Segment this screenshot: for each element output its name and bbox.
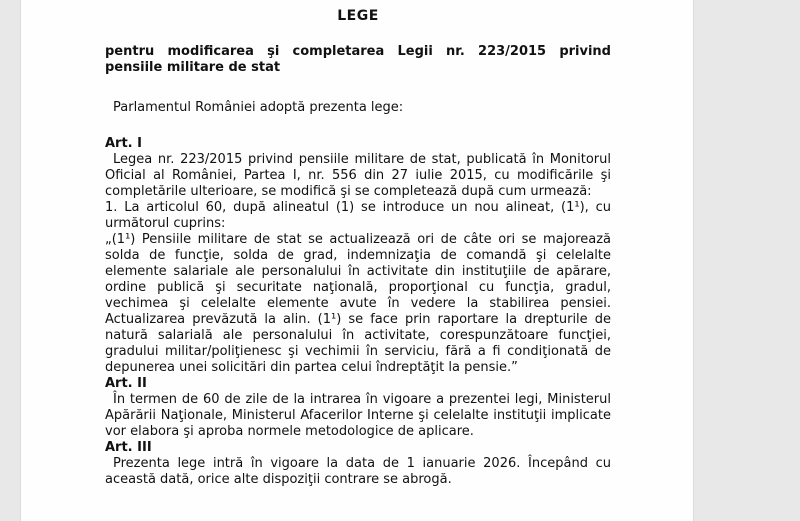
- article-1: [105, 136, 611, 376]
- article-1-paragraph-3: „(1¹) Pensiile militare de stat se actualizează ori de câte ori se majorează solda de funcţie, solda de grad, indemnizaţia de comandă şi celelalte elemente salariale ale personalului în activitate din instituţiile de apărare, ordine publică şi securitate naţională, proporţional cu funcţia, gradul, vechimea şi celelalte elemente avute în vedere la stabilirea pensiei. Actualizarea prevăzută la alin. (1¹) se face prin raportare la drepturile de natură salarială ale personalului în activitate, corespunzătoare funcţiei, gradului militar/poliţienesc şi vechimii în serviciu, fără a fi condiţionată de depunerea unei solicitări din partea celui îndreptăţit la pensie.”: [105, 232, 611, 375]
- preamble: Parlamentul României adoptă prezenta lege:: [113, 100, 404, 115]
- article-3-paragraph-1: Prezenta lege intră în vigoare la data de 1 ianuarie 2026. Începând cu această dată, orice alte dispoziţii contrare se abrogă.: [105, 456, 611, 487]
- article-2-heading: Art. II: [105, 376, 147, 391]
- article-3: [105, 440, 611, 488]
- document-page: [20, 0, 694, 521]
- document-content: [105, 0, 611, 488]
- article-1-heading: Art. I: [105, 136, 142, 151]
- article-3-heading: Art. III: [105, 440, 152, 455]
- article-2-paragraph-1: În termen de 60 de zile de la intrarea în vigoare a prezentei legi, Ministerul Apărării Naţionale, Ministerul Afacerilor Interne şi celelalte instituţii implicate vor elabora şi aproba normele metodologice de aplicare.: [105, 392, 611, 439]
- law-subtitle: pentru modificarea şi completarea Legii nr. 223/2015 privind pensiile militare de stat: [105, 44, 611, 75]
- law-title: LEGE: [337, 8, 379, 24]
- article-1-paragraph-1: Legea nr. 223/2015 privind pensiile militare de stat, publicată în Monitorul Oficial al României, Partea I, nr. 556 din 27 iulie 2015, cu modificările şi completările ulterioare, se modifică şi se completează după cum urmează:: [105, 152, 611, 199]
- article-2: [105, 376, 611, 440]
- article-1-paragraph-2: 1. La articolul 60, după alineatul (1) se introduce un nou alineat, (1¹), cu următorul cuprins:: [105, 200, 611, 231]
